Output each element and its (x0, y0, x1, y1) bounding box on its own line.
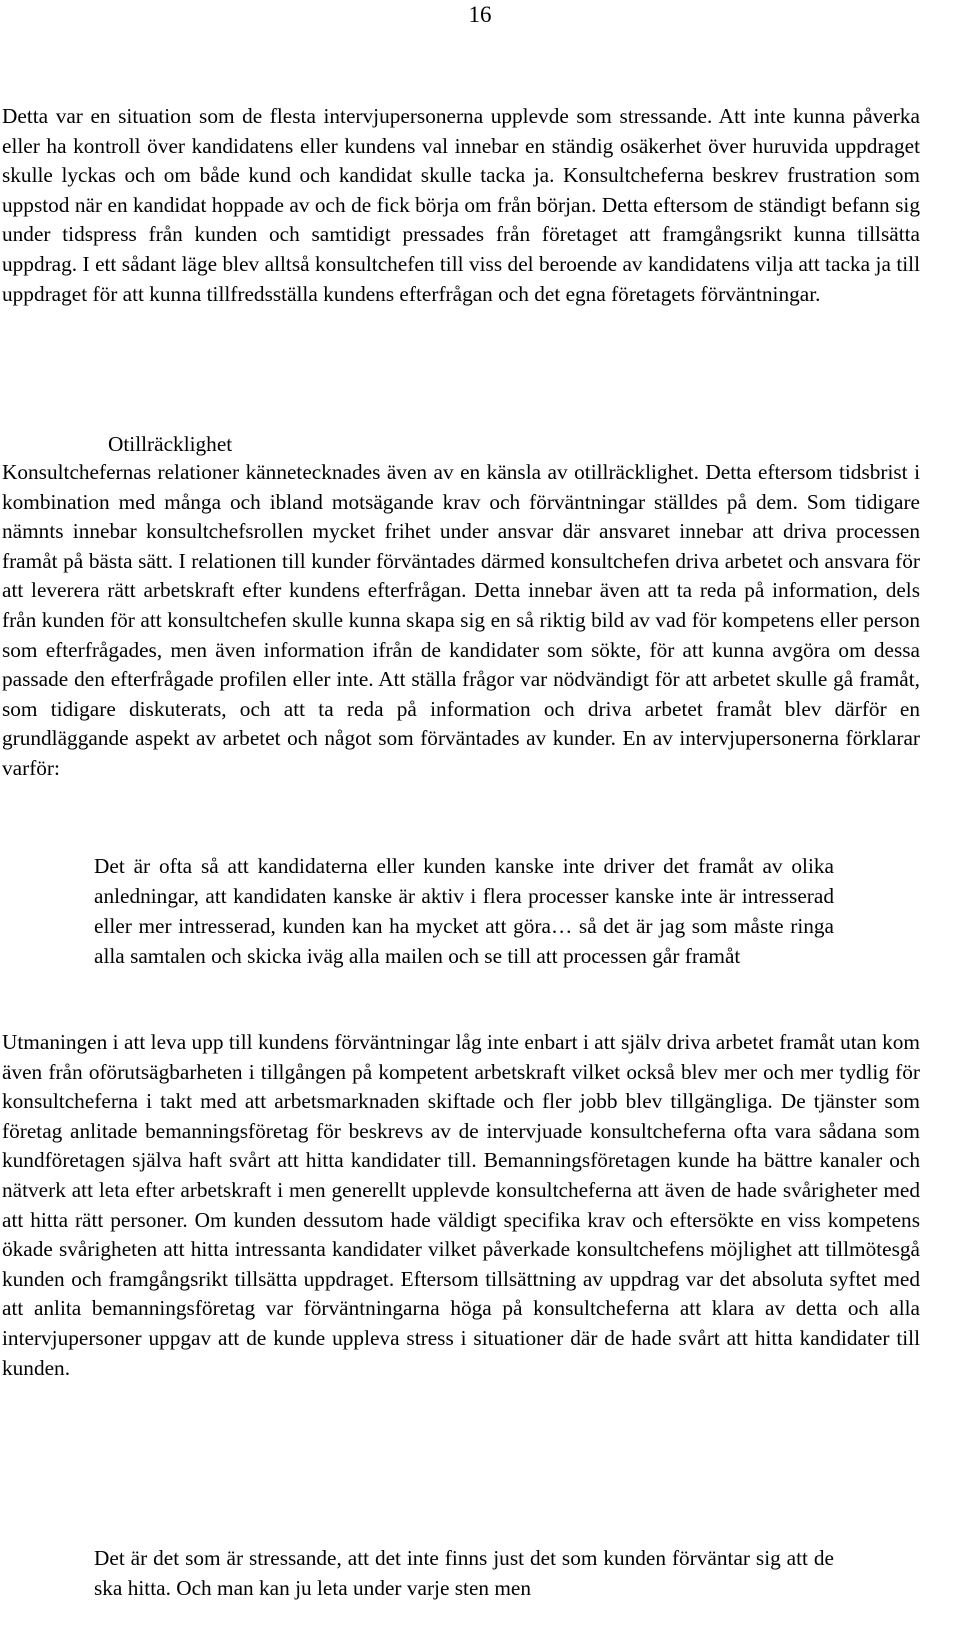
body-paragraph-2: Konsultchefernas relationer kännetecknades även av en känsla av otillräcklighet. Detta eftersom tidsbrist i kombination med många och ibland motsägande krav och förväntningar ställdes på dem. Som tidigare nämnts innebar konsultchefsrollen mycket frihet under ansvar där ansvaret innebar att driva processen framåt på bästa sätt. I relationen till kunder förväntades därmed konsultchefen driva arbetet och ansvara för att leverera rätt arbetskraft efter kundens efterfrågan. Detta innebar även att ta reda på information, dels från kunden för att konsultchefen skulle kunna skapa sig en så riktig bild av vad för kompetens eller person som efterfrågades, men även information ifrån de kandidater som sökte, för att kunna avgöra om dessa passade den efterfrågade profilen eller inte. Att ställa frågor var nödvändigt för att arbetet skulle gå framåt, som tidigare diskuterats, och att ta reda på information och driva arbetet framåt blev därför en grundläggande aspekt av arbetet och något som förväntades av kunder. En av intervjupersonerna förklarar varför: (2, 460, 920, 780)
section-heading: Otillräcklighet (108, 432, 233, 456)
block-quote-2: Det är det som är stressande, att det inte finns just det som kunden förväntar sig att de ska hitta. Och man kan ju leta under varje sten men (94, 1546, 834, 1600)
block-quote-1: Det är ofta så att kandidaterna eller kunden kanske inte driver det framåt av olika anledningar, att kandidaten kanske är aktiv i flera processer kanske inte är intresserad eller mer intresserad, kunden kan ha mycket att göra… så det är jag som måste ringa alla samtalen och skicka iväg alla mailen och se till att processen går framåt (94, 854, 834, 968)
body-paragraph-3: Utmaningen i att leva upp till kundens förväntningar låg inte enbart i att själv driva arbetet framåt utan kom även från oförutsägbarheten i tillgången på kompetent arbetskraft vilket också blev mer och mer tydlig för konsultcheferna i takt med att arbetsmarknaden skiftade och fler jobb blev tillgängliga. De tjänster som företag anlitade bemanningsföretag för beskrevs av de intervjuade konsultcheferna ofta vara sådana som kundföretagen själva haft svårt att hitta kandidater till. Bemanningsföretagen kunde ha bättre kanaler och nätverk att leta efter arbetskraft i men generellt upplevde konsultcheferna att även de hade svårigheter med att hitta rätt personer. Om kunden dessutom hade väldigt specifika krav och eftersökte en viss kompetens ökade svårigheten att hitta intressanta kandidater vilket påverkade konsultchefens möjlighet att tillmötesgå kunden och framgångsrikt tillsätta uppdraget. Eftersom tillsättning av uppdrag var det absoluta syftet med att anlita bemanningsföretag var förväntningarna höga på konsultcheferna att klara av detta och alla intervjupersoner uppgav att de kunde uppleva stress i situationer där de hade svårt att hitta kandidater till kunden. (2, 1030, 920, 1380)
body-paragraph-1: Detta var en situation som de flesta intervjupersonerna upplevde som stressande. Att inte kunna påverka eller ha kontroll över kandidatens eller kundens val innebar en ständig osäkerhet över huruvida uppdraget skulle lyckas och om både kund och kandidat skulle tacka ja. Konsultcheferna beskrev frustration som uppstod när en kandidat hoppade av och de fick börja om från början. Detta eftersom de ständigt befann sig under tidspress från kunden och samtidigt pressades från företaget att framgångsrikt kunna tillsätta uppdrag. I ett sådant läge blev alltså konsultchefen till viss del beroende av kandidatens vilja att tacka ja till uppdraget för att kunna tillfredsställa kundens efterfrågan och det egna företagets förväntningar. (2, 104, 920, 306)
page-number: 16 (468, 2, 492, 27)
